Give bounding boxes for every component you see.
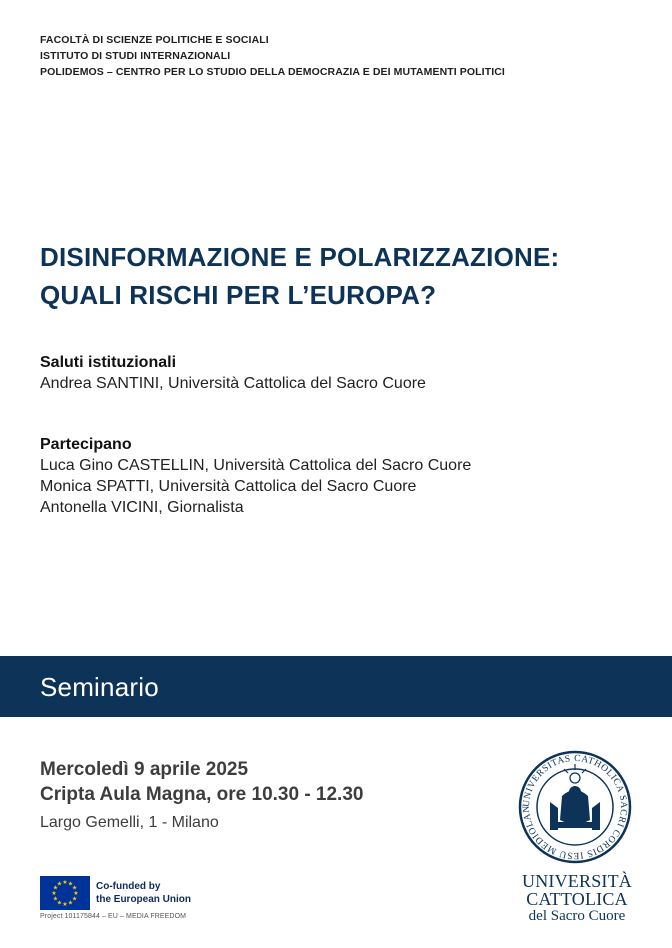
eu-star-icon: ★	[62, 880, 68, 887]
greetings-speaker: Andrea SANTINI, Università Cattolica del Sacro Cuore	[40, 375, 426, 392]
eu-star-icon: ★	[71, 896, 78, 903]
page-title	[40, 238, 650, 314]
eu-star-icon: ★	[52, 896, 59, 903]
university-logo	[522, 872, 632, 925]
eu-line-2: the European Union	[96, 894, 191, 905]
eu-star-icon: ★	[71, 885, 78, 892]
title-line-2: QUALI RISCHI PER L’EUROPA?	[40, 280, 437, 310]
participants-section	[40, 434, 471, 518]
eu-star-icon: ★	[52, 885, 59, 892]
eu-star-icon: ★	[51, 891, 57, 898]
eu-star-icon: ★	[73, 891, 79, 898]
eu-star-icon: ★	[62, 902, 68, 909]
seminar-label: Seminario	[40, 672, 159, 702]
university-name-3: del Sacro Cuore	[528, 908, 626, 924]
eu-star-icon: ★	[67, 900, 74, 907]
eu-project-code: Project 101175844 – EU – MEDIA FREEDOM	[40, 913, 187, 920]
participant-item: Antonella VICINI, Giornalista	[40, 499, 244, 516]
seminar-band	[0, 656, 672, 717]
seal-text: UNIVERSITAS CATHOLICA SACRI CORDIS IESU MEDIOLAN	[521, 753, 629, 861]
university-seal-icon	[518, 750, 632, 864]
eu-star-icon: ★	[67, 881, 74, 888]
greetings-heading: Saluti istituzionali	[40, 354, 177, 371]
event-date: Mercoledì 9 aprile 2025	[40, 759, 249, 780]
header-institute: ISTITUTO DI STUDI INTERNAZIONALI	[40, 50, 231, 62]
participant-item: Luca Gino CASTELLIN, Università Cattolica del Sacro Cuore	[40, 457, 472, 474]
eu-star-icon: ★	[56, 900, 63, 907]
event-venue: Cripta Aula Magna, ore 10.30 - 12.30	[40, 784, 364, 805]
eu-flag-icon	[40, 876, 90, 910]
header-faculty: FACOLTÀ DI SCIENZE POLITICHE E SOCIALI	[40, 34, 269, 46]
event-info	[40, 757, 363, 835]
greetings-section	[40, 352, 426, 394]
eu-cofunding-text	[96, 880, 226, 906]
eu-star-icon: ★	[56, 881, 63, 888]
title-line-1: DISINFORMAZIONE E POLARIZZAZIONE:	[40, 242, 560, 272]
participants-heading: Partecipano	[40, 436, 132, 453]
header-center: POLIDEMOS – CENTRO PER LO STUDIO DELLA DEMOCRAZIA E DEI MUTAMENTI POLITICI	[40, 66, 505, 78]
participant-item: Monica SPATTI, Università Cattolica del Sacro Cuore	[40, 478, 417, 495]
university-name-1: UNIVERSITÀ	[522, 871, 632, 891]
event-address: Largo Gemelli, 1 - Milano	[40, 814, 219, 831]
university-name-2: CATTOLICA	[526, 889, 628, 909]
eu-line-1: Co-funded by	[96, 881, 161, 892]
institution-header	[40, 32, 505, 80]
